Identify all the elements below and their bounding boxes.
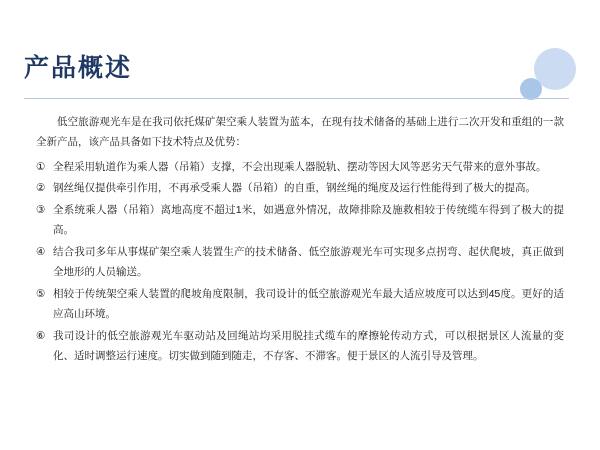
title-divider [24,98,569,99]
slide-body [36,112,564,368]
list-item [36,284,564,325]
slide-header [24,54,424,82]
list-marker: ② [36,182,46,195]
page-title: 产品概述 [24,53,133,82]
list-marker: ④ [36,245,46,258]
decorative-circle-small [520,78,542,100]
list-item-text: 我司设计的低空旅游观光车驱动站及回绳站均采用脱挂式缆车的摩擦轮传动方式，可以根据景区人流量的变化、适时调整运行速度。切实做到随到随走，不存客、不滞客。便于景区的人流引导及管理。 [53,329,564,363]
list-item [36,242,564,283]
list-item [36,157,564,177]
list-item-text: 钢丝绳仅提供牵引作用，不再承受乘人器（吊箱）的自重，钢丝绳的绳度及运行性能得到了极大的提高。 [53,182,536,195]
list-item [36,200,564,241]
list-marker: ① [36,160,46,173]
list-marker: ⑤ [36,287,46,300]
list-item [36,326,564,367]
feature-list [36,157,564,367]
list-marker: ③ [36,203,46,216]
list-item-text: 全系统乘人器（吊箱）离地高度不超过1米，如遇意外情况，故障排除及施救相较于传统缆车得到了极大的提高。 [53,203,564,237]
list-item-text: 相较于传统架空乘人装置的爬坡角度限制，我司设计的低空旅游观光车最大适应坡度可以达到45度。更好的适应高山环境。 [53,287,564,321]
list-item-text: 结合我司多年从事煤矿架空乘人装置生产的技术储备、低空旅游观光车可实现多点拐弯、起伏爬坡，真正做到全地形的人员输送。 [53,245,564,279]
list-marker: ⑥ [36,329,46,342]
lead-paragraph: 低空旅游观光车是在我司依托煤矿架空乘人装置为蓝本，在现有技术储备的基础上进行二次开发和重组的一款全新产品，该产品具备如下技术特点及优势： [36,116,564,149]
list-item-text: 全程采用轨道作为乘人器（吊箱）支撑，不会出现乘人器脱轨、摆动等因大风等恶劣天气带来的意外事故。 [53,160,547,173]
list-item [36,178,564,198]
